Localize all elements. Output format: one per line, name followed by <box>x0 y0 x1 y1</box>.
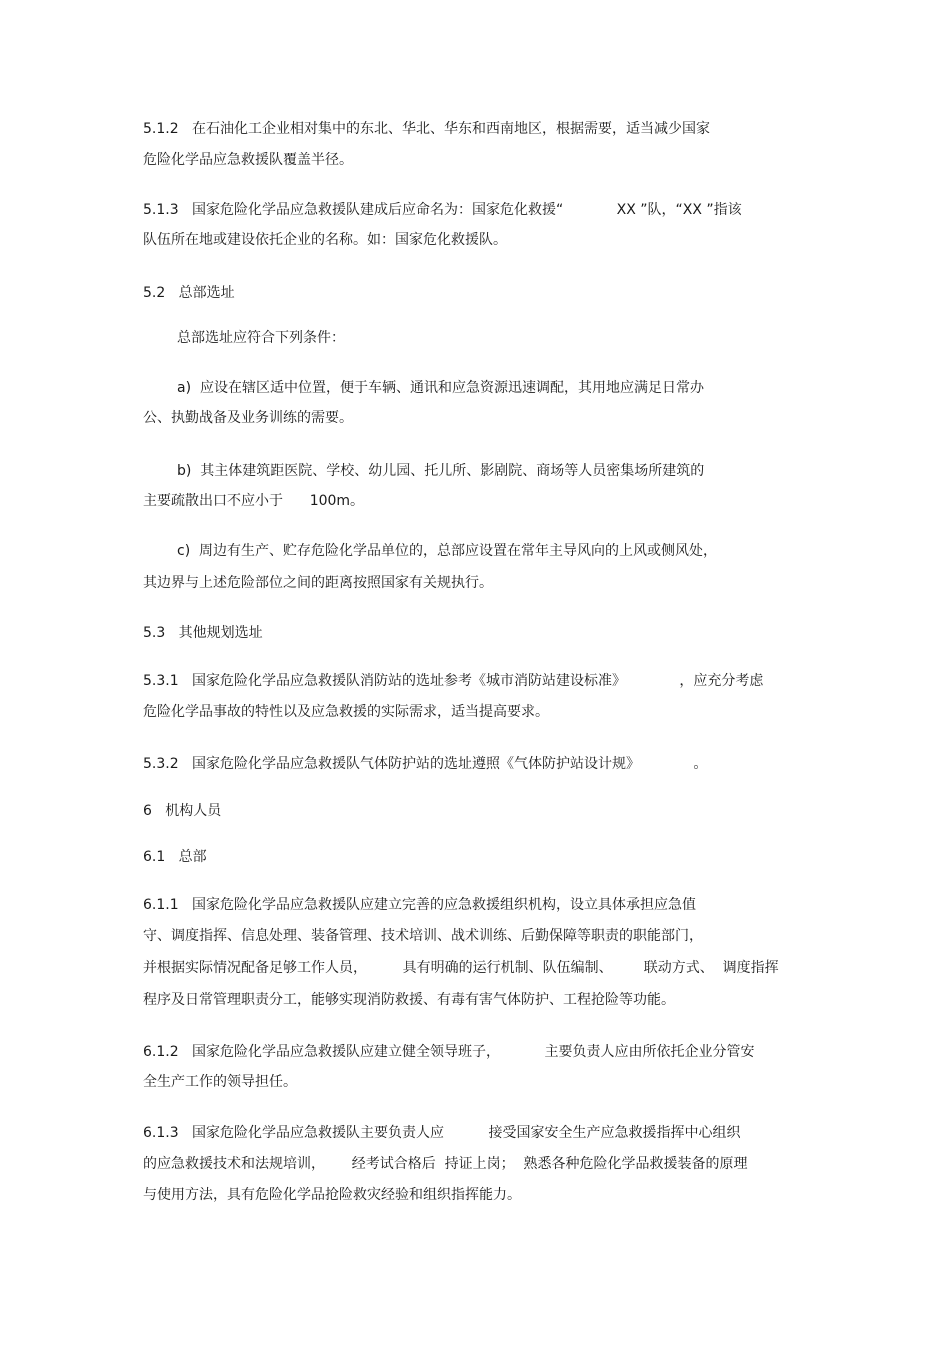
section-5-2-heading: 5.2 总部选址 <box>143 285 235 301</box>
clause-6-1-3-line-1: 6.1.3 国家危险化学品应急救援队主要负责人应 接受国家安全生产应急救援指挥中心组织 <box>143 1125 741 1141</box>
clause-6-1-3-line-2: 的应急救援技术和法规培训， 经考试合格后 持证上岗； 熟悉各种危险化学品救援装备的原理 <box>143 1156 748 1172</box>
section-5-2-intro: 总部选址应符合下列条件： <box>177 330 345 346</box>
item-b-line-1: b) 其主体建筑距医院、学校、幼儿园、托儿所、影剧院、商场等人员密集场所建筑的 <box>177 463 705 479</box>
clause-6-1-1-line-3: 并根据实际情况配备足够工作人员， 具有明确的运行机制、队伍编制、 联动方式、 调度指挥 <box>143 960 779 976</box>
clause-6-1-1-line-1: 6.1.1 国家危险化学品应急救援队应建立完善的应急救援组织机构，设立具体承担应急值 <box>143 897 696 913</box>
item-c-line-2: 其边界与上述危险部位之间的距离按照国家有关规执行。 <box>143 575 493 591</box>
section-5-3-heading: 5.3 其他规划选址 <box>143 625 263 641</box>
clause-6-1-2-line-1: 6.1.2 国家危险化学品应急救援队应建立健全领导班子， 主要负责人应由所依托企业分管安 <box>143 1044 755 1060</box>
clause-5-3-1-line-1: 5.3.1 国家危险化学品应急救援队消防站的选址参考《城市消防站建设标准》 ，应充分考虑 <box>143 673 764 689</box>
clause-5-1-3-line-1: 5.1.3 国家危险化学品应急救援队建成后应命名为：国家危化救援“ XX ”队，“XX ”指该 <box>143 202 742 218</box>
clause-6-1-1-line-2: 守、调度指挥、信息处理、装备管理、技术培训、战术训练、后勤保障等职责的职能部门， <box>143 928 703 944</box>
section-6-heading: 6 机构人员 <box>143 803 222 819</box>
clause-5-1-2-line-2: 危险化学品应急救援队覆盖半径。 <box>143 152 353 168</box>
clause-5-1-3-line-2: 队伍所在地或建设依托企业的名称。如：国家危化救援队。 <box>143 232 507 248</box>
item-a-line-2: 公、执勤战备及业务训练的需要。 <box>143 410 353 426</box>
clause-5-3-1-line-2: 危险化学品事故的特性以及应急救援的实际需求，适当提高要求。 <box>143 704 549 720</box>
clause-6-1-2-line-2: 全生产工作的领导担任。 <box>143 1074 297 1090</box>
clause-6-1-1-line-4: 程序及日常管理职责分工，能够实现消防救援、有毒有害气体防护、工程抢险等功能。 <box>143 992 675 1008</box>
clause-5-1-2-line-1: 5.1.2 在石油化工企业相对集中的东北、华北、华东和西南地区，根据需要，适当减少国家 <box>143 121 710 137</box>
item-b-line-2: 主要疏散出口不应小于 100m。 <box>143 493 365 509</box>
clause-6-1-3-line-3: 与使用方法，具有危险化学品抢险救灾经验和组织指挥能力。 <box>143 1187 521 1203</box>
item-c-line-1: c) 周边有生产、贮存危险化学品单位的，总部应设置在常年主导风向的上风或侧风处， <box>177 543 718 559</box>
section-6-1-heading: 6.1 总部 <box>143 849 207 865</box>
clause-5-3-2: 5.3.2 国家危险化学品应急救援队气体防护站的选址遵照《气体防护站设计规》 。 <box>143 756 708 772</box>
item-a-line-1: a) 应设在辖区适中位置，便于车辆、通讯和应急资源迅速调配，其用地应满足日常办 <box>177 380 704 396</box>
